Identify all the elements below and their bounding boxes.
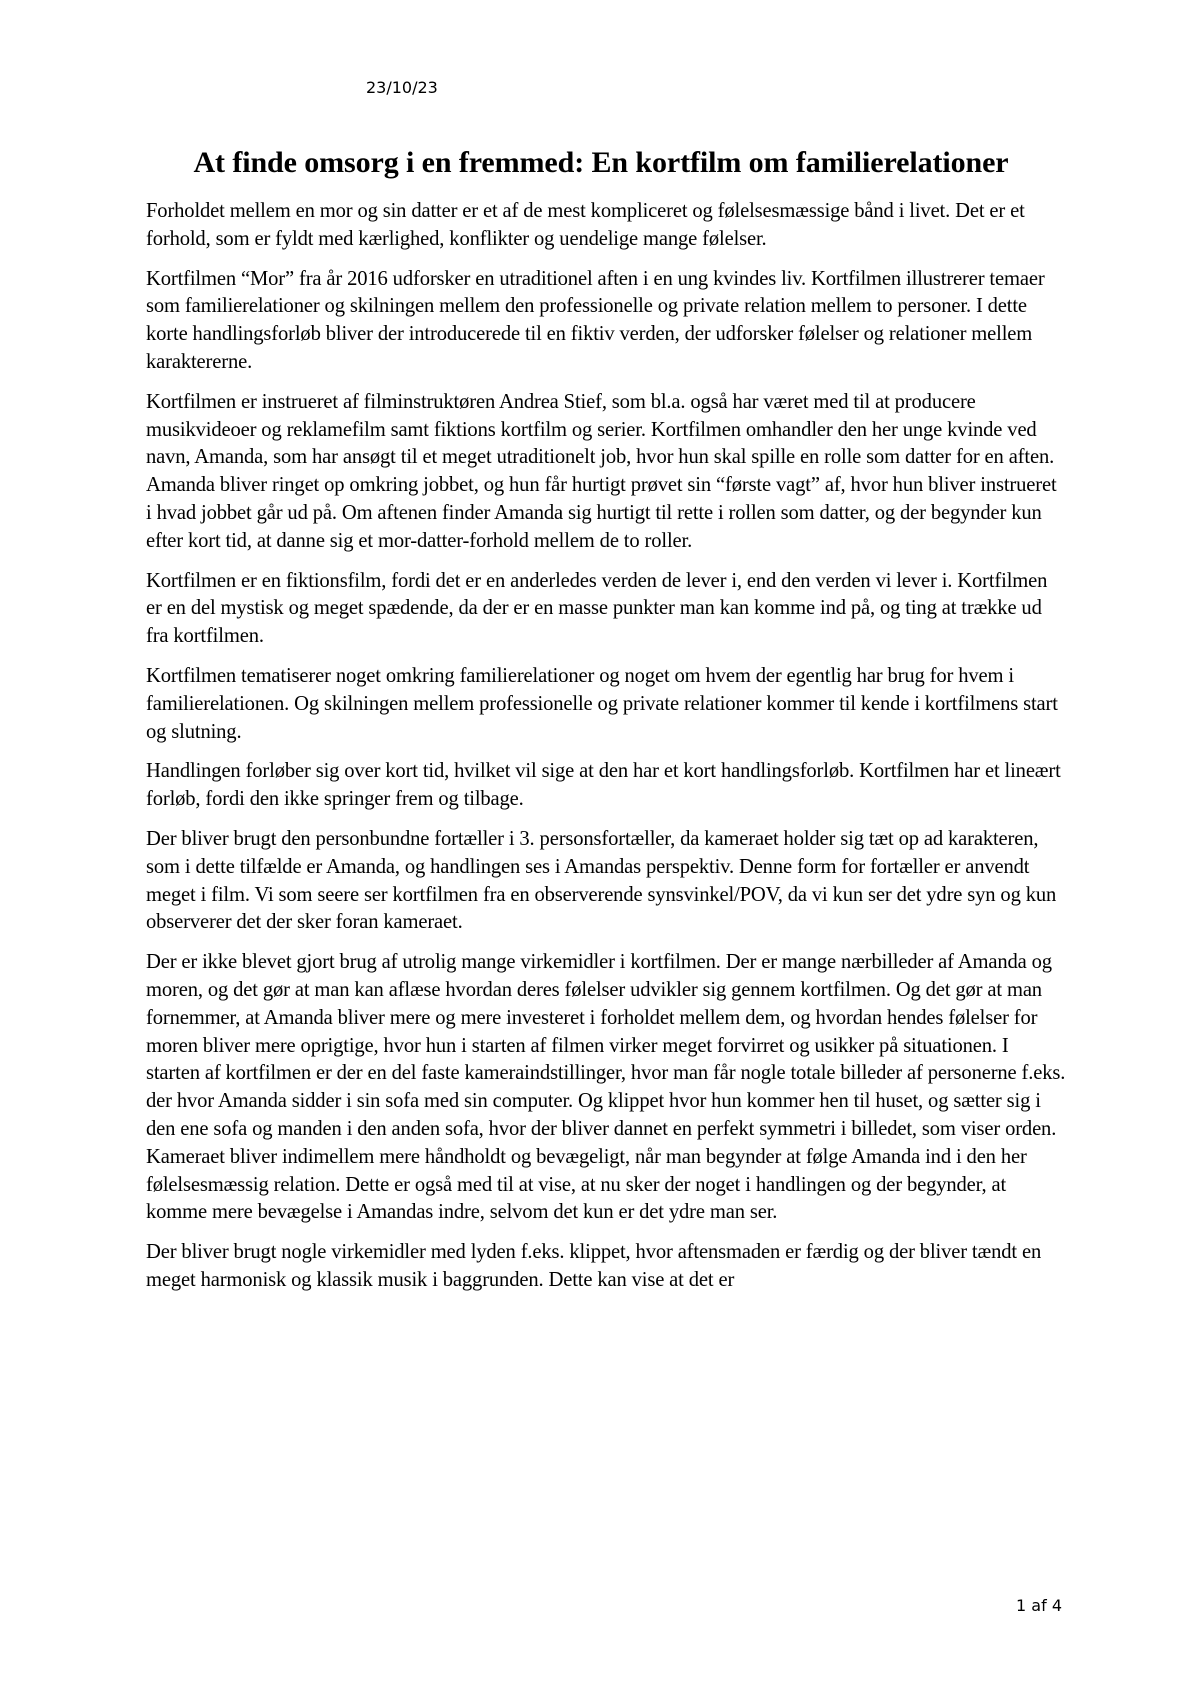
paragraph: Der er ikke blevet gjort brug af utrolig mange virkemidler i kortfilmen. Der er mange nærbilleder af Amanda og moren, og det gør at man kan aflæse hvordan deres følelser udvikler sig gennem kortfilmen. Og det gør at man fornemmer, at Amanda bliver mere og mere investeret i forholdet mellem dem, og hvordan hendes følelser for moren bliver mere oprigtige, hvor hun i starten af filmen virker meget forvirret og usikker på situationen. I starten af kortfilmen er der en del faste kameraindstillinger, hvor man får nogle totale billeder af personerne f.eks. der hvor Amanda sidder i sin sofa med sin computer. Og klippet hvor hun kommer hen til huset, og sætter sig i den ene sofa og manden i den anden sofa, hvor der bliver dannet en perfekt symmetri i billedet, som viser orden. Kameraet bliver indimellem mere håndholdt og bevægeligt, når man begynder at følge Amanda ind i den her følelsesmæssig relation. Dette er også med til at vise, at nu sker der noget i handlingen og der begynder, at komme mere bevægelse i Amandas indre, selvom det kun er det ydre man ser. xyxy=(146,951,1066,1224)
paragraph: Handlingen forløber sig over kort tid, hvilket vil sige at den har et kort handlingsforløb. Kortfilmen har et lineært forløb, fordi den ikke springer frem og tilbage. xyxy=(146,760,1061,811)
paragraph: Forholdet mellem en mor og sin datter er et af de mest kompliceret og følelsesmæssige bånd i livet. Det er et forhold, som er fyldt med kærlighed, konflikter og uendelige mange følelser. xyxy=(146,200,1025,250)
paragraph: Kortfilmen tematiserer noget omkring familierelationer og noget om hvem der egentlig har brug for hvem i familierelationen. Og skilningen mellem professionelle og private relationer kommer til kende i kortfilmens start og slutning. xyxy=(146,664,1058,743)
paragraph: Kortfilmen er instrueret af filminstruktøren Andrea Stief, som bl.a. også har været med til at producere musikvideoer og reklamefilm samt fiktions kortfilm og serier. Kortfilmen omhandler den her unge kvinde ved navn, Amanda, som har ansøgt til et meget utraditionelt job, hvor hun skal spille en rolle som datter for en aften. Amanda bliver ringet op omkring jobbet, og hun får hurtigt prøvet sin “første vagt” af, hvor hun bliver instrueret i hvad jobbet går ud på. Om aftenen finder Amanda sig hurtigt til rette i rollen som datter, og der begynder kun efter kort tid, at danne sig et mor-datter-forhold mellem de to roller. xyxy=(146,390,1057,552)
document-body xyxy=(146,198,1066,1307)
header-date: 23/10/23 xyxy=(366,78,438,97)
paragraph: Der bliver brugt den personbundne fortæller i 3. personsfortæller, da kameraet holder sig tæt op ad karakteren, som i dette tilfælde er Amanda, og handlingen ses i Amandas perspektiv. Denne form for fortæller er anvendt meget i film. Vi som seere ser kortfilmen fra en observerende synsvinkel/POV, da vi kun ser det ydre syn og kun observerer det der sker foran kameraet. xyxy=(146,827,1057,934)
paragraph: Kortfilmen er en fiktionsfilm, fordi det er en anderledes verden de lever i, end den verden vi lever i. Kortfilmen er en del mystisk og meget spædende, da der er en masse punkter man kan komme ind på, og ting at trække ud fra kortfilmen. xyxy=(146,569,1048,648)
paragraph: Der bliver brugt nogle virkemidler med lyden f.eks. klippet, hvor aftensmaden er færdig og der bliver tændt en meget harmonisk og klassik musik i baggrunden. Dette kan vise at det er xyxy=(146,1241,1042,1291)
page-number: 1 af 4 xyxy=(1016,1596,1062,1615)
document-title: At finde omsorg i en fremmed: En kortfilm om familierelationer xyxy=(193,146,1009,179)
paragraph: Kortfilmen “Mor” fra år 2016 udforsker en utraditionel aften i en ung kvindes liv. Kortfilmen illustrerer temaer som familierelationer og skilningen mellem den professionelle og private relation mellem to personer. I dette korte handlingsforløb bliver der introducerede til en fiktiv verden, der udforsker følelser og relationer mellem karaktererne. xyxy=(146,267,1045,373)
